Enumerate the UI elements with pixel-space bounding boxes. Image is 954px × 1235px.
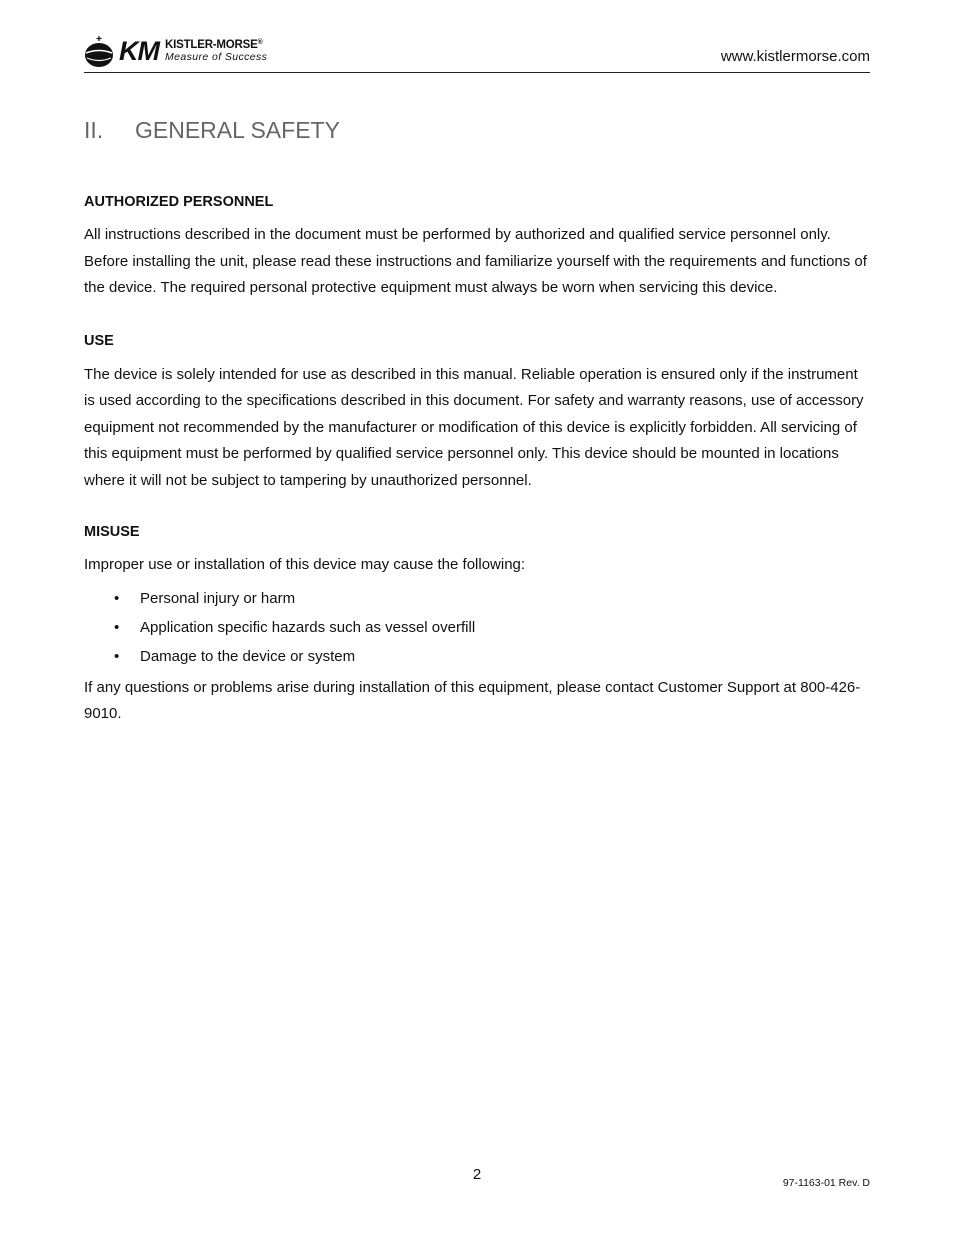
bullet: • [114, 647, 120, 665]
page-header [84, 34, 870, 73]
bullet: • [114, 589, 120, 607]
list-item: • Personal injury or harm [84, 584, 870, 613]
logo-mark: KM [119, 36, 159, 66]
logo-company-name: KISTLER-MORSE® [165, 39, 263, 51]
logo-tagline: Measure of Success [165, 51, 268, 63]
authorized-personnel-body: All instructions described in the document must be performed by authorized and qualified service personnel only. Before installing the unit, please read these instructions and familiarize yourself with the requirements and functions of the device. The required personal protective equipment must always be worn when servicing this device. [84, 226, 867, 296]
misuse-closing: If any questions or problems arise during installation of this equipment, please contact Customer Support at 800-426-9010. [84, 678, 861, 722]
registered-mark: ® [257, 39, 263, 46]
list-item: • Damage to the device or system [84, 642, 870, 671]
section-number: II. [84, 117, 104, 143]
section-title-text: GENERAL SAFETY [135, 117, 340, 143]
page-content [84, 192, 870, 728]
misuse-list [84, 584, 870, 671]
use-body: The device is solely intended for use as described in this manual. Reliable operation is ensured only if the instrument is used according to the specifications described in this document. For safety and warranty reasons, use of accessory equipment not recommended by the manufacturer or modification of this device is explicitly forbidden. All servicing of this equipment must be performed by qualified service personnel only. This device should be mounted in locations where it will not be subject to tampering by unauthorized personnel. [84, 365, 864, 489]
header-website-url: www.kistlermorse.com [720, 48, 870, 65]
bullet: • [114, 618, 120, 636]
page-number: 2 [472, 1166, 482, 1183]
list-item: • Application specific hazards such as vessel overfill [84, 613, 870, 642]
kistler-morse-logo [84, 34, 284, 68]
globe-logo-icon [84, 36, 116, 68]
authorized-personnel-heading: AUTHORIZED PERSONNEL [84, 194, 274, 210]
document-revision: 97-1163-01 Rev. D [782, 1177, 870, 1189]
misuse-heading: MISUSE [84, 524, 140, 540]
section-title [84, 116, 340, 144]
misuse-intro: Improper use or installation of this device may cause the following: [84, 556, 526, 573]
use-heading: USE [84, 332, 114, 349]
